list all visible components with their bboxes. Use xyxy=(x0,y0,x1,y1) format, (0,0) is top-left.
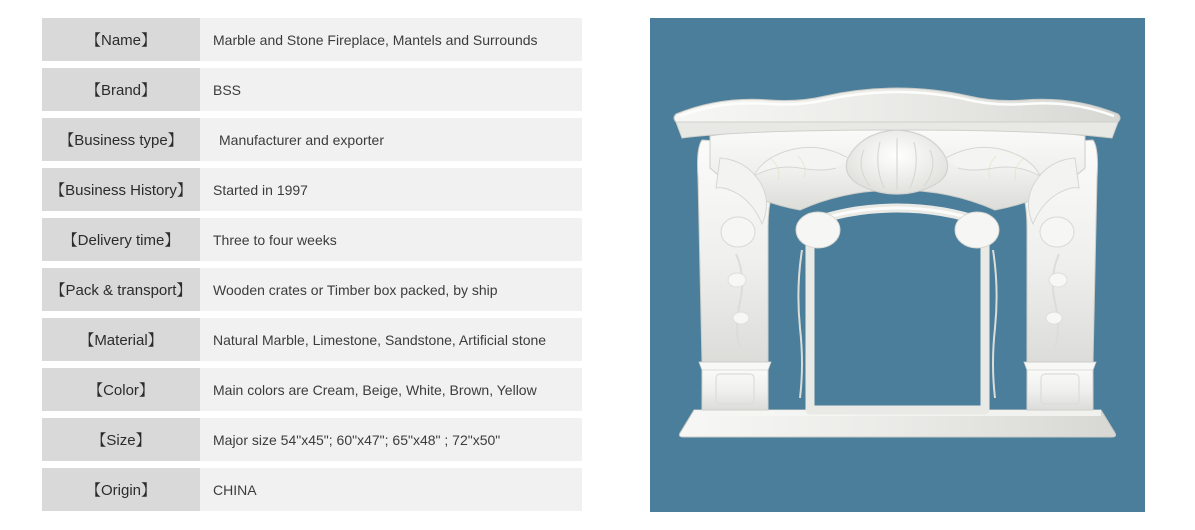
spec-value: Three to four weeks xyxy=(200,218,582,261)
spec-value: Main colors are Cream, Beige, White, Brown, Yellow xyxy=(200,368,582,411)
product-specification-table xyxy=(42,18,582,518)
spec-row xyxy=(42,218,582,261)
spec-label: 【Size】 xyxy=(42,418,200,461)
spec-value: Major size 54"x45"; 60"x47"; 65"x48" ; 72"x50" xyxy=(200,418,582,461)
spec-label: 【Color】 xyxy=(42,368,200,411)
spec-value: Natural Marble, Limestone, Sandstone, Artificial stone xyxy=(200,318,582,361)
spec-row xyxy=(42,468,582,511)
spec-label: 【Pack & transport】 xyxy=(42,268,200,311)
spec-value: Manufacturer and exporter xyxy=(200,118,582,161)
spec-row xyxy=(42,168,582,211)
spec-value: Wooden crates or Timber box packed, by ship xyxy=(200,268,582,311)
spec-label: 【Material】 xyxy=(42,318,200,361)
spec-value: Started in 1997 xyxy=(200,168,582,211)
fireplace-illustration xyxy=(650,18,1145,512)
spec-row xyxy=(42,118,582,161)
spec-row xyxy=(42,418,582,461)
spec-label: 【Origin】 xyxy=(42,468,200,511)
product-image xyxy=(650,18,1145,512)
spec-label: 【Name】 xyxy=(42,18,200,61)
spec-row xyxy=(42,318,582,361)
spec-row xyxy=(42,368,582,411)
spec-value: BSS xyxy=(200,68,582,111)
spec-row xyxy=(42,18,582,61)
spec-label: 【Business History】 xyxy=(42,168,200,211)
spec-value: Marble and Stone Fireplace, Mantels and Surrounds xyxy=(200,18,582,61)
spec-label: 【Delivery time】 xyxy=(42,218,200,261)
spec-row xyxy=(42,68,582,111)
spec-label: 【Business type】 xyxy=(42,118,200,161)
spec-row xyxy=(42,268,582,311)
spec-value: CHINA xyxy=(200,468,582,511)
spec-label: 【Brand】 xyxy=(42,68,200,111)
